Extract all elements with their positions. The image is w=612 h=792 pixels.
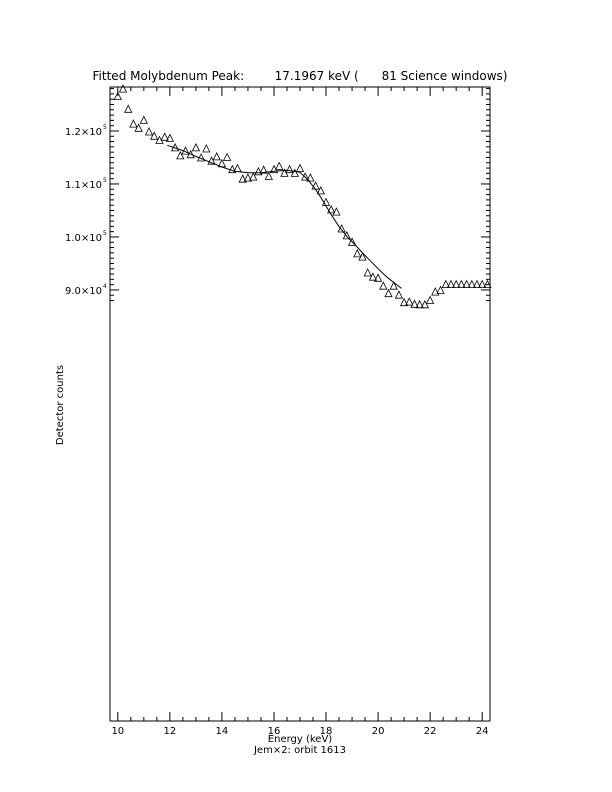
data-point	[213, 153, 220, 160]
data-point	[401, 299, 408, 306]
y-tick-label: 9.0×10	[64, 285, 102, 297]
data-point	[427, 297, 434, 304]
y-axis-label: Detector counts	[55, 364, 66, 446]
data-point	[224, 154, 231, 161]
data-point	[192, 144, 199, 151]
data-point	[354, 250, 361, 257]
y-tick-exponent: 5	[103, 176, 107, 184]
chart-title: Fitted Molybdenum Peak: 17.1967 keV ( 81 Science windows)	[92, 69, 508, 83]
x-tick-label: 20	[371, 726, 385, 737]
x-tick-label: 24	[475, 726, 489, 737]
footer-caption: Jem×2: orbit 1613	[253, 745, 347, 756]
x-tick-label: 10	[111, 726, 125, 737]
plot-area-frame	[110, 87, 490, 721]
fit-curve	[167, 145, 401, 288]
data-point	[297, 165, 304, 172]
y-tick-label: 1.0×10	[64, 232, 102, 244]
y-tick-exponent: 4	[103, 282, 107, 290]
data-point	[395, 291, 402, 298]
y-tick-exponent: 5	[103, 123, 107, 131]
y-tick-label: 1.1×10	[64, 179, 102, 191]
data-point	[380, 282, 387, 289]
axes	[65, 87, 490, 737]
data-point	[140, 116, 147, 123]
data-point	[328, 206, 335, 213]
x-tick-label: 12	[163, 726, 177, 737]
data-point	[130, 120, 137, 127]
data-point	[286, 166, 293, 173]
data-point	[276, 163, 283, 170]
x-tick-label: 16	[267, 726, 281, 737]
y-tick-exponent: 5	[103, 229, 107, 237]
data-point	[146, 128, 153, 135]
x-tick-label: 22	[423, 726, 437, 737]
data-point	[385, 290, 392, 297]
fit-layer	[167, 145, 401, 288]
y-tick-label: 1.2×10	[64, 126, 102, 138]
x-tick-label: 14	[215, 726, 229, 737]
x-tick-label: 18	[319, 726, 333, 737]
data-point	[364, 269, 371, 276]
data-point	[390, 282, 397, 289]
data-point	[203, 145, 210, 152]
data-point	[120, 85, 127, 92]
data-point	[125, 105, 132, 112]
points-layer	[114, 85, 491, 308]
x-axis-label: Energy (keV)	[267, 734, 333, 745]
